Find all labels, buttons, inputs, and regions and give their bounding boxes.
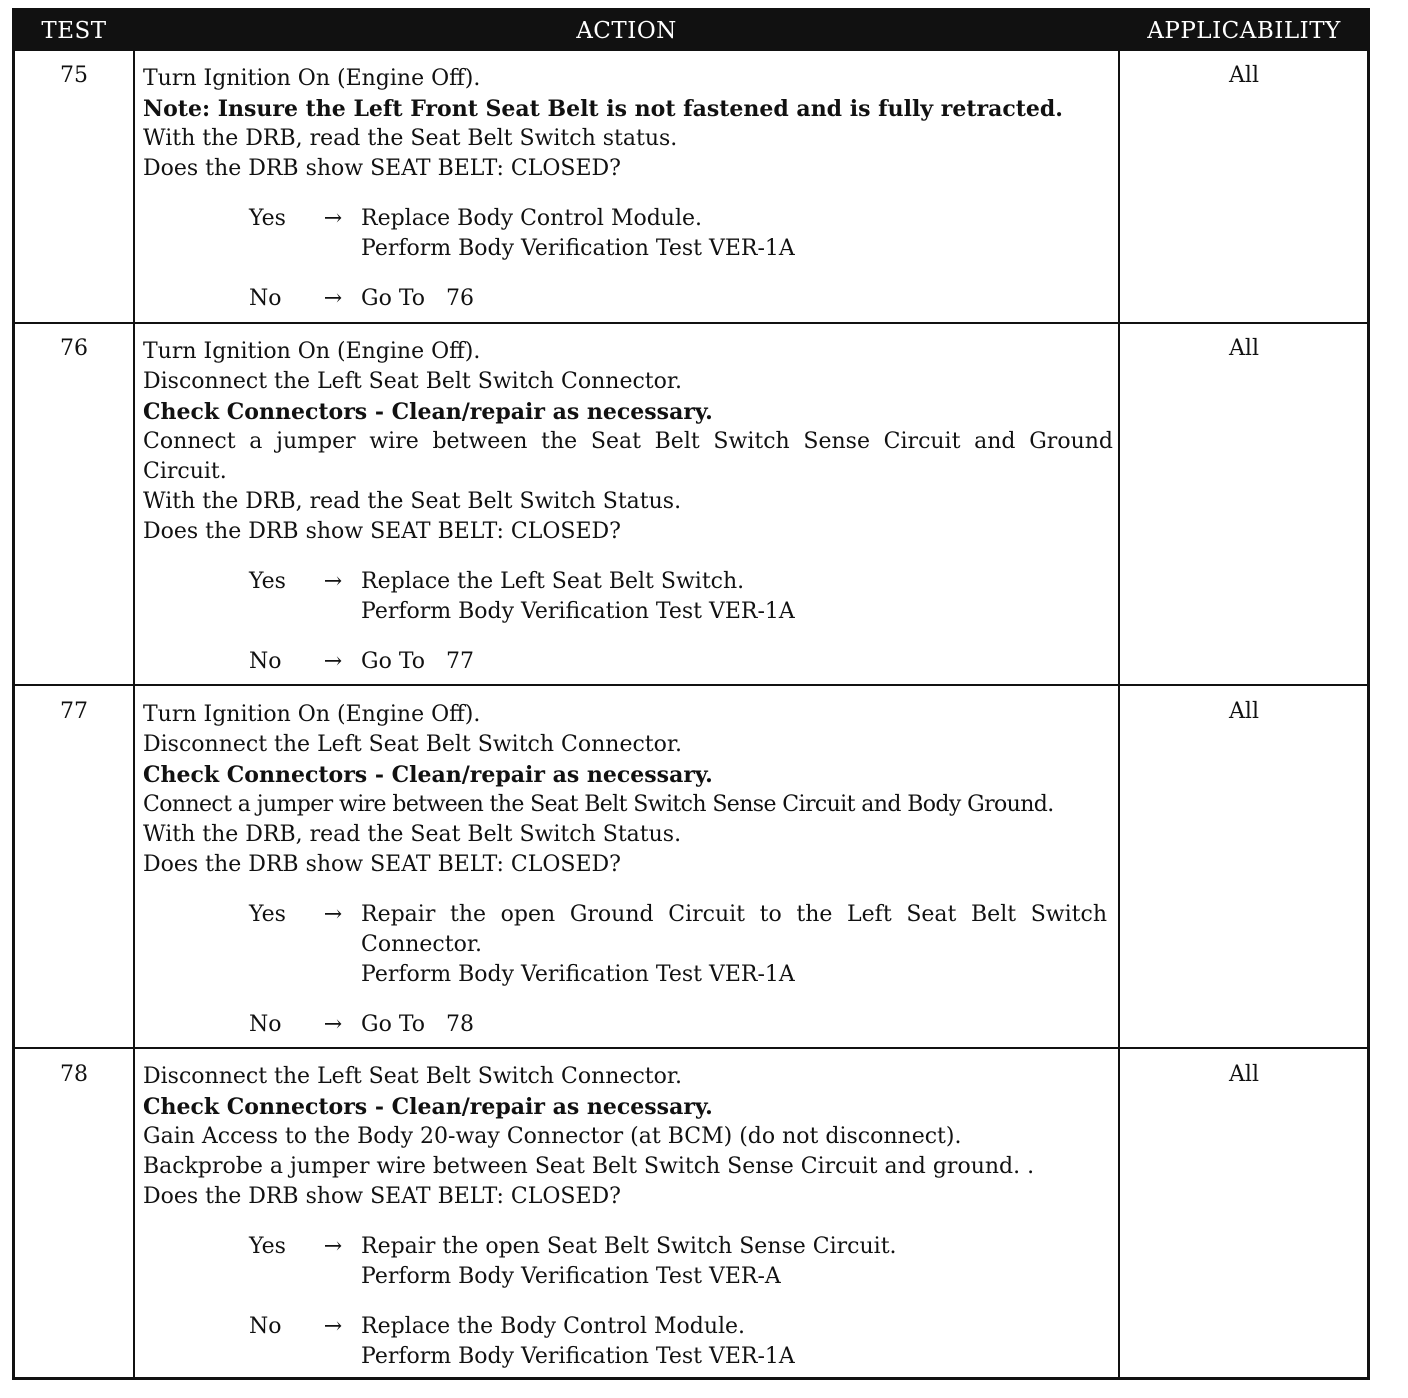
- no-label: No: [249, 1012, 282, 1037]
- arrow-icon: →: [323, 569, 343, 594]
- action-step: Turn Ignition On (Engine Off).: [143, 339, 481, 364]
- action-step: Disconnect the Left Seat Belt Switch Connector.: [143, 369, 682, 394]
- result-text: Repair the open Ground Circuit to the Left Seat Belt Switch Connector.: [361, 902, 1107, 957]
- action-step: Disconnect the Left Seat Belt Switch Connector.: [143, 1064, 682, 1089]
- arrow-icon: →: [323, 206, 343, 231]
- test-number: 78: [60, 1062, 88, 1087]
- test-number: 76: [60, 336, 88, 361]
- result-text: Perform Body Verification Test VER-1A: [361, 1344, 795, 1369]
- row-divider: [15, 322, 1367, 324]
- yes-label: Yes: [249, 902, 286, 927]
- header-test: TEST: [41, 18, 107, 44]
- yes-label: Yes: [249, 1234, 286, 1259]
- arrow-icon: →: [323, 286, 343, 311]
- action-note: Check Connectors - Clean/repair as necessary.: [143, 762, 713, 788]
- arrow-icon: →: [323, 1234, 343, 1259]
- action-step: Connect a jumper wire between the Seat Belt Switch Sense Circuit and Body Ground.: [143, 792, 1054, 817]
- arrow-icon: →: [323, 649, 343, 674]
- result-text: Replace Body Control Module.: [361, 206, 703, 231]
- action-note: Check Connectors - Clean/repair as necessary.: [143, 399, 713, 425]
- no-label: No: [249, 649, 282, 674]
- diagnostic-test-table: [12, 8, 1370, 1380]
- yes-label: Yes: [249, 569, 286, 594]
- action-step: With the DRB, read the Seat Belt Switch status.: [143, 126, 678, 151]
- applicability-value: All: [1229, 1062, 1259, 1087]
- action-step: With the DRB, read the Seat Belt Switch Status.: [143, 822, 682, 847]
- result-text: Repair the open Seat Belt Switch Sense Circuit.: [361, 1234, 897, 1259]
- test-number: 75: [60, 63, 88, 88]
- column-divider: [133, 51, 135, 1377]
- result-text: Perform Body Verification Test VER-1A: [361, 236, 795, 261]
- action-step: Connect a jumper wire between the Seat Belt Switch Sense Circuit and Ground Circuit.: [143, 429, 1113, 484]
- result-text: Go To 76: [361, 286, 474, 311]
- applicability-value: All: [1229, 699, 1259, 724]
- action-step: Disconnect the Left Seat Belt Switch Connector.: [143, 732, 682, 757]
- no-result: [143, 647, 1113, 677]
- result-text: Perform Body Verification Test VER-1A: [361, 962, 795, 987]
- test-number: 77: [60, 699, 88, 724]
- action-step: Backprobe a jumper wire between Seat Belt Switch Sense Circuit and ground. .: [143, 1154, 1035, 1179]
- no-result: [143, 284, 1113, 314]
- yes-result: [143, 204, 1113, 264]
- applicability-value: All: [1229, 336, 1259, 361]
- yes-result: [143, 567, 1113, 627]
- action-step: Turn Ignition On (Engine Off).: [143, 702, 481, 727]
- result-text: Go To 78: [361, 1012, 474, 1037]
- action-step: Turn Ignition On (Engine Off).: [143, 66, 481, 91]
- row-divider: [15, 684, 1367, 686]
- result-text: Perform Body Verification Test VER-A: [361, 1264, 781, 1289]
- yes-result: [143, 900, 1113, 990]
- action-step: Gain Access to the Body 20-way Connector (at BCM) (do not disconnect).: [143, 1124, 962, 1149]
- action-question: Does the DRB show SEAT BELT: CLOSED?: [143, 156, 621, 181]
- result-text: Go To 77: [361, 649, 474, 674]
- action-cell: [143, 337, 1113, 677]
- arrow-icon: →: [323, 1012, 343, 1037]
- action-note: Note: Insure the Left Front Seat Belt is not fastened and is fully retracted.: [143, 96, 1063, 122]
- arrow-icon: →: [323, 902, 343, 927]
- yes-result: [143, 1232, 1113, 1292]
- table-header: [15, 11, 1367, 51]
- action-step: With the DRB, read the Seat Belt Switch Status.: [143, 489, 682, 514]
- header-applicability: APPLICABILITY: [1147, 18, 1341, 44]
- header-action: ACTION: [576, 18, 677, 44]
- row-divider: [15, 1047, 1367, 1049]
- applicability-value: All: [1229, 63, 1259, 88]
- action-question: Does the DRB show SEAT BELT: CLOSED?: [143, 852, 621, 877]
- result-text: Replace the Body Control Module.: [361, 1314, 746, 1339]
- action-question: Does the DRB show SEAT BELT: CLOSED?: [143, 1184, 621, 1209]
- action-cell: [143, 700, 1113, 1040]
- result-text: Perform Body Verification Test VER-1A: [361, 599, 795, 624]
- action-cell: [143, 64, 1113, 314]
- no-label: No: [249, 286, 282, 311]
- yes-label: Yes: [249, 206, 286, 231]
- action-note: Check Connectors - Clean/repair as necessary.: [143, 1094, 713, 1120]
- result-text: Replace the Left Seat Belt Switch.: [361, 569, 745, 594]
- no-result: [143, 1312, 1113, 1372]
- no-result: [143, 1010, 1113, 1040]
- action-question: Does the DRB show SEAT BELT: CLOSED?: [143, 519, 621, 544]
- arrow-icon: →: [323, 1314, 343, 1339]
- no-label: No: [249, 1314, 282, 1339]
- action-cell: [143, 1062, 1113, 1372]
